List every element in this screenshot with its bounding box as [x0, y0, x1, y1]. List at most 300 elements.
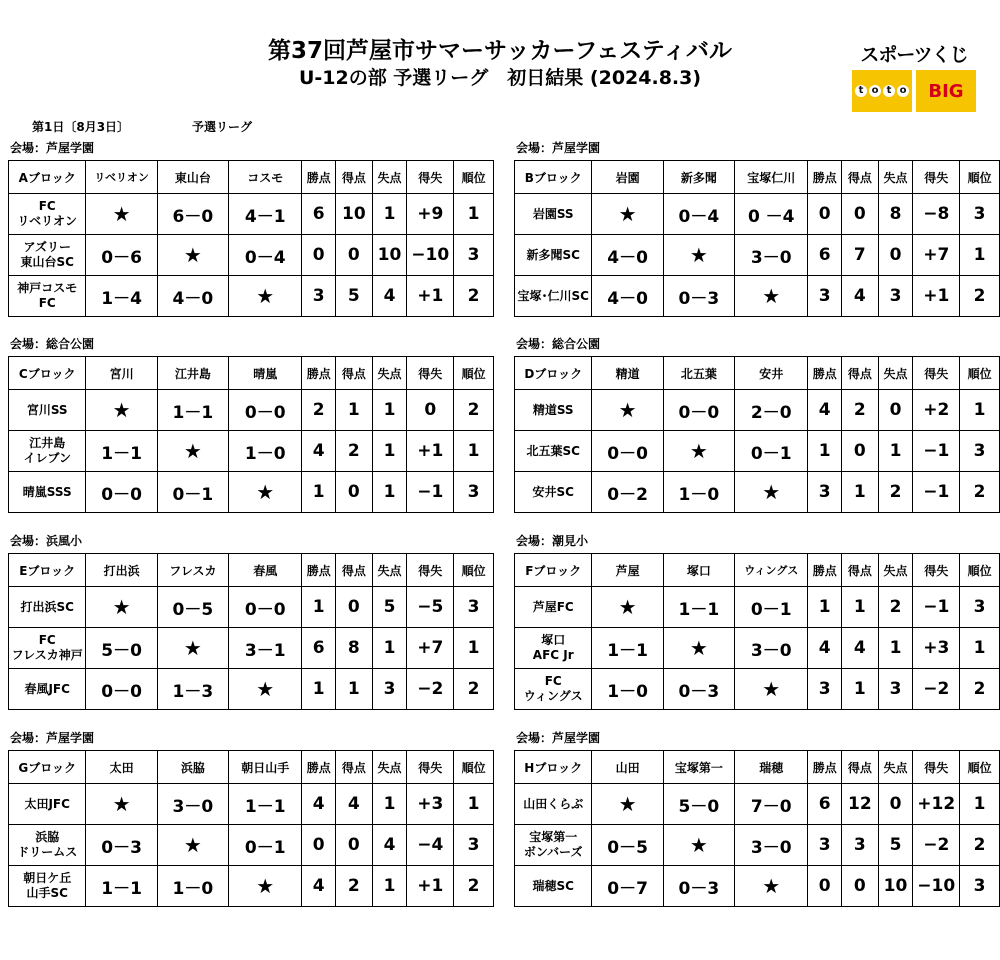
stat-value: 3 [960, 866, 1000, 907]
stat-value: 4 [372, 276, 407, 317]
self-match-star: ★ [735, 866, 808, 907]
stat-value: 5 [878, 825, 913, 866]
venue-label: 会場：芦屋学園 [516, 141, 601, 155]
self-match-star: ★ [592, 390, 663, 431]
block-name: Dブロック [515, 357, 592, 390]
table-row [9, 235, 494, 276]
stat-value: 4 [808, 628, 842, 669]
match-score: 1－1 [229, 784, 302, 825]
stat-header: 勝点 [808, 554, 842, 587]
table-row [515, 472, 1000, 513]
stat-header: 勝点 [302, 751, 336, 784]
match-score: 5－0 [86, 628, 157, 669]
opponent-header: 宮川 [86, 357, 157, 390]
stat-value: 0 [336, 235, 373, 276]
self-match-star: ★ [592, 194, 663, 235]
stat-header: 失点 [372, 751, 407, 784]
stat-header: 失点 [878, 161, 913, 194]
table-row [9, 194, 494, 235]
stat-header: 順位 [454, 751, 494, 784]
stat-value: 0 [878, 390, 913, 431]
block-Bブロック [514, 140, 1000, 310]
stat-value: −10 [407, 235, 454, 276]
stat-header: 勝点 [302, 554, 336, 587]
team-name: 太田JFC [9, 784, 86, 825]
match-score: 1－1 [157, 390, 228, 431]
team-name: FC フレスカ神戸 [9, 628, 86, 669]
league-label: 予選リーグ [192, 120, 253, 134]
stat-value: +7 [913, 235, 960, 276]
opponent-header: 安井 [735, 357, 808, 390]
stat-value: 3 [372, 669, 407, 710]
team-name: 宮川SS [9, 390, 86, 431]
match-score: 0－7 [592, 866, 663, 907]
match-score: 1－1 [86, 866, 157, 907]
stat-value: 1 [960, 390, 1000, 431]
opponent-header: 打出浜 [86, 554, 157, 587]
self-match-star: ★ [735, 472, 808, 513]
block-name: Gブロック [9, 751, 86, 784]
match-score: 1－4 [86, 276, 157, 317]
match-score: 1－1 [86, 431, 157, 472]
stat-value: 0 [336, 587, 373, 628]
match-score: 5－0 [663, 784, 734, 825]
stat-header: 得失 [913, 751, 960, 784]
stat-header: 失点 [372, 554, 407, 587]
results-table [8, 356, 494, 513]
match-score: 4－0 [157, 276, 228, 317]
opponent-header: 宝塚仁川 [735, 161, 808, 194]
team-name: 浜脇 ドリームス [9, 825, 86, 866]
stat-value: 2 [878, 472, 913, 513]
team-name: 神戸コスモFC [9, 276, 86, 317]
table-row [9, 472, 494, 513]
opponent-header: 瑞穂 [735, 751, 808, 784]
stat-header: 得点 [336, 357, 373, 390]
match-score: 1－0 [229, 431, 302, 472]
match-score: 3－0 [735, 628, 808, 669]
team-name: 瑞穂SC [515, 866, 592, 907]
stat-value: 1 [372, 472, 407, 513]
match-score: 0－5 [157, 587, 228, 628]
stat-value: 1 [454, 194, 494, 235]
stat-value: 3 [454, 472, 494, 513]
match-score: 1－1 [663, 587, 734, 628]
table-row [515, 194, 1000, 235]
toto-logo-text [854, 85, 910, 97]
page-title: 第37回芦屋市サマーサッカーフェスティバル [268, 38, 732, 64]
header-row [515, 161, 1000, 194]
stat-value: 4 [302, 866, 336, 907]
stat-value: 1 [878, 431, 913, 472]
match-score: 0－3 [663, 276, 734, 317]
table-row [9, 276, 494, 317]
match-score: 0－3 [663, 669, 734, 710]
match-score: 1－0 [157, 866, 228, 907]
stat-value: 2 [454, 276, 494, 317]
stat-value: 2 [302, 390, 336, 431]
opponent-header: 朝日山手 [229, 751, 302, 784]
results-table [514, 356, 1000, 513]
block-Hブロック [514, 730, 1000, 900]
stat-value: 2 [842, 390, 879, 431]
match-score: 0－0 [663, 390, 734, 431]
toto-letter: t [883, 85, 895, 97]
block-Cブロック [8, 336, 494, 506]
stat-value: 1 [372, 431, 407, 472]
stat-header: 順位 [454, 357, 494, 390]
stat-header: 得点 [842, 554, 879, 587]
opponent-header: 塚口 [663, 554, 734, 587]
stat-value: 1 [372, 194, 407, 235]
team-name: 精道SS [515, 390, 592, 431]
stat-value: 1 [960, 628, 1000, 669]
header-row [9, 161, 494, 194]
stat-value: 0 [842, 194, 879, 235]
team-name: アズリー 東山台SC [9, 235, 86, 276]
stat-value: 2 [336, 431, 373, 472]
stat-header: 得失 [407, 161, 454, 194]
match-score: 0－1 [157, 472, 228, 513]
self-match-star: ★ [592, 587, 663, 628]
match-score: 0－2 [592, 472, 663, 513]
stat-value: 10 [878, 866, 913, 907]
stat-header: 得失 [407, 554, 454, 587]
table-row [515, 669, 1000, 710]
stat-value: 0 [336, 472, 373, 513]
header-row [9, 751, 494, 784]
stat-value: 0 [302, 235, 336, 276]
opponent-header: コスモ [229, 161, 302, 194]
match-score: 0 －4 [735, 194, 808, 235]
stat-value: 1 [842, 472, 879, 513]
team-name: 山田くらぶ [515, 784, 592, 825]
stat-value: 3 [808, 825, 842, 866]
stat-value: 0 [407, 390, 454, 431]
match-score: 0－0 [229, 587, 302, 628]
stat-value: 0 [808, 194, 842, 235]
opponent-header: 江井島 [157, 357, 228, 390]
stat-header: 得点 [336, 161, 373, 194]
results-table [8, 750, 494, 907]
self-match-star: ★ [157, 235, 228, 276]
self-match-star: ★ [157, 431, 228, 472]
block-name: Fブロック [515, 554, 592, 587]
block-Dブロック [514, 336, 1000, 506]
stat-value: +9 [407, 194, 454, 235]
stat-header: 順位 [454, 554, 494, 587]
venue-label: 会場：芦屋学園 [10, 141, 95, 155]
stat-value: 0 [878, 235, 913, 276]
block-Gブロック [8, 730, 494, 900]
stat-value: 3 [454, 825, 494, 866]
team-name: 岩園SS [515, 194, 592, 235]
match-score: 0－1 [735, 431, 808, 472]
venue-label: 会場：総合公園 [10, 337, 95, 351]
stat-value: 1 [336, 669, 373, 710]
stat-header: 順位 [960, 357, 1000, 390]
stat-value: 3 [454, 235, 494, 276]
table-row [9, 431, 494, 472]
stat-value: +12 [913, 784, 960, 825]
self-match-star: ★ [663, 628, 734, 669]
stat-header: 得失 [407, 751, 454, 784]
self-match-star: ★ [86, 784, 157, 825]
stat-value: 3 [960, 431, 1000, 472]
self-match-star: ★ [592, 784, 663, 825]
block-Eブロック [8, 533, 494, 703]
match-score: 0－1 [229, 825, 302, 866]
table-row [515, 587, 1000, 628]
stat-value: 0 [842, 431, 879, 472]
stat-value: 1 [842, 587, 879, 628]
stat-value: 3 [808, 276, 842, 317]
opponent-header: リベリオン [86, 161, 157, 194]
match-score: 0－1 [735, 587, 808, 628]
stat-value: 1 [454, 784, 494, 825]
stat-header: 失点 [372, 161, 407, 194]
stat-value: 4 [842, 276, 879, 317]
stat-value: 6 [808, 784, 842, 825]
team-name: 北五葉SC [515, 431, 592, 472]
stat-value: 1 [454, 431, 494, 472]
match-score: 1－3 [157, 669, 228, 710]
stat-value: +1 [407, 866, 454, 907]
stat-value: 4 [808, 390, 842, 431]
self-match-star: ★ [157, 628, 228, 669]
match-score: 3－0 [157, 784, 228, 825]
stat-value: 1 [302, 472, 336, 513]
toto-logo [852, 70, 912, 112]
stat-header: 順位 [454, 161, 494, 194]
opponent-header: 太田 [86, 751, 157, 784]
stat-header: 得点 [842, 751, 879, 784]
match-score: 1－1 [592, 628, 663, 669]
team-name: 安井SC [515, 472, 592, 513]
stat-header: 勝点 [302, 357, 336, 390]
stat-value: −1 [913, 431, 960, 472]
self-match-star: ★ [229, 472, 302, 513]
table-row [515, 390, 1000, 431]
stat-value: −1 [913, 587, 960, 628]
stat-value: 10 [372, 235, 407, 276]
stat-value: 4 [302, 431, 336, 472]
stat-value: +3 [407, 784, 454, 825]
results-table [8, 553, 494, 710]
stat-header: 得失 [913, 554, 960, 587]
match-score: 0－3 [663, 866, 734, 907]
toto-letter: o [869, 85, 881, 97]
results-table [514, 750, 1000, 907]
stat-value: 3 [878, 669, 913, 710]
stat-value: 5 [372, 587, 407, 628]
stat-value: 1 [302, 669, 336, 710]
match-score: 3－0 [735, 825, 808, 866]
stat-value: 8 [336, 628, 373, 669]
block-name: Hブロック [515, 751, 592, 784]
opponent-header: 新多聞 [663, 161, 734, 194]
stat-header: 失点 [878, 751, 913, 784]
team-name: 芦屋FC [515, 587, 592, 628]
stat-value: 6 [808, 235, 842, 276]
stat-value: +2 [913, 390, 960, 431]
opponent-header: 山田 [592, 751, 663, 784]
table-row [515, 431, 1000, 472]
stat-value: 1 [372, 628, 407, 669]
stat-value: 2 [336, 866, 373, 907]
header-row [515, 751, 1000, 784]
stat-value: 1 [960, 235, 1000, 276]
match-score: 6－0 [157, 194, 228, 235]
match-score: 4－1 [229, 194, 302, 235]
stat-value: 2 [960, 825, 1000, 866]
opponent-header: フレスカ [157, 554, 228, 587]
match-score: 1－0 [663, 472, 734, 513]
stat-value: 5 [336, 276, 373, 317]
self-match-star: ★ [229, 669, 302, 710]
team-name: 江井島 イレブン [9, 431, 86, 472]
stat-value: 1 [842, 669, 879, 710]
stat-value: 1 [454, 628, 494, 669]
block-name: Cブロック [9, 357, 86, 390]
team-name: 塚口 AFC Jr [515, 628, 592, 669]
opponent-header: 春風 [229, 554, 302, 587]
venue-label: 会場：芦屋学園 [516, 731, 601, 745]
stat-header: 順位 [960, 751, 1000, 784]
stat-value: 1 [302, 587, 336, 628]
stat-header: 勝点 [808, 751, 842, 784]
page-subtitle: U-12の部 予選リーグ 初日結果 (2024.8.3) [298, 67, 702, 89]
stat-header: 得点 [842, 357, 879, 390]
self-match-star: ★ [229, 276, 302, 317]
stat-value: 2 [454, 669, 494, 710]
opponent-header: 浜脇 [157, 751, 228, 784]
stat-value: 4 [336, 784, 373, 825]
table-row [515, 784, 1000, 825]
stat-value: 1 [372, 784, 407, 825]
stat-header: 順位 [960, 161, 1000, 194]
table-row [9, 784, 494, 825]
stat-value: 0 [842, 866, 879, 907]
venue-label: 会場：総合公園 [516, 337, 601, 351]
match-score: 0－0 [86, 472, 157, 513]
table-row [9, 390, 494, 431]
self-match-star: ★ [663, 235, 734, 276]
match-score: 0－5 [592, 825, 663, 866]
stat-value: 2 [454, 390, 494, 431]
stat-header: 勝点 [808, 357, 842, 390]
table-row [515, 235, 1000, 276]
match-score: 0－3 [86, 825, 157, 866]
self-match-star: ★ [86, 390, 157, 431]
stat-value: +7 [407, 628, 454, 669]
stat-value: 2 [878, 587, 913, 628]
stat-value: 0 [302, 825, 336, 866]
opponent-header: 北五葉 [663, 357, 734, 390]
stat-header: 失点 [878, 554, 913, 587]
stat-value: 0 [808, 866, 842, 907]
stat-value: 4 [842, 628, 879, 669]
self-match-star: ★ [86, 587, 157, 628]
opponent-header: ウィングス [735, 554, 808, 587]
opponent-header: 精道 [592, 357, 663, 390]
stat-header: 失点 [372, 357, 407, 390]
stat-value: 3 [960, 587, 1000, 628]
stat-value: 1 [960, 784, 1000, 825]
team-name: 宝塚･仁川SC [515, 276, 592, 317]
team-name: 新多聞SC [515, 235, 592, 276]
match-score: 7－0 [735, 784, 808, 825]
logo-text: スポーツくじ [860, 44, 968, 66]
match-score: 2－0 [735, 390, 808, 431]
stat-value: 0 [336, 825, 373, 866]
self-match-star: ★ [735, 276, 808, 317]
team-name: 晴嵐SSS [9, 472, 86, 513]
stat-value: 3 [454, 587, 494, 628]
match-score: 0－6 [86, 235, 157, 276]
opponent-header: 東山台 [157, 161, 228, 194]
match-score: 4－0 [592, 235, 663, 276]
day-label: 第1日〔8月3日〕 [32, 120, 130, 134]
stat-value: −2 [913, 669, 960, 710]
stat-value: 7 [842, 235, 879, 276]
stat-value: 6 [302, 194, 336, 235]
stat-value: 3 [302, 276, 336, 317]
table-row [515, 866, 1000, 907]
match-score: 0－0 [229, 390, 302, 431]
stat-value: −4 [407, 825, 454, 866]
table-row [515, 628, 1000, 669]
stat-value: 2 [454, 866, 494, 907]
stat-header: 得点 [336, 751, 373, 784]
stat-value: 10 [336, 194, 373, 235]
stat-value: 3 [842, 825, 879, 866]
stat-value: 3 [808, 669, 842, 710]
block-Fブロック [514, 533, 1000, 703]
stat-value: +3 [913, 628, 960, 669]
stat-value: −8 [913, 194, 960, 235]
header-row [515, 554, 1000, 587]
stat-value: 3 [808, 472, 842, 513]
stat-value: −2 [407, 669, 454, 710]
table-row [9, 628, 494, 669]
stat-header: 順位 [960, 554, 1000, 587]
header-row [515, 357, 1000, 390]
match-score: 1－0 [592, 669, 663, 710]
stat-value: −1 [913, 472, 960, 513]
stat-header: 勝点 [302, 161, 336, 194]
block-Aブロック [8, 140, 494, 310]
match-score: 3－0 [735, 235, 808, 276]
venue-label: 会場：潮見小 [516, 534, 589, 548]
team-name: FC ウィングス [515, 669, 592, 710]
stat-value: 6 [302, 628, 336, 669]
block-name: Aブロック [9, 161, 86, 194]
results-table [514, 160, 1000, 317]
team-name: FC リベリオン [9, 194, 86, 235]
match-score: 0－4 [229, 235, 302, 276]
opponent-header: 芦屋 [592, 554, 663, 587]
table-row [9, 825, 494, 866]
team-name: 宝塚第一 ボンバーズ [515, 825, 592, 866]
match-score: 4－0 [592, 276, 663, 317]
stat-value: 1 [372, 390, 407, 431]
self-match-star: ★ [663, 431, 734, 472]
header-row [9, 357, 494, 390]
self-match-star: ★ [735, 669, 808, 710]
stat-value: −2 [913, 825, 960, 866]
stat-value: 2 [960, 276, 1000, 317]
